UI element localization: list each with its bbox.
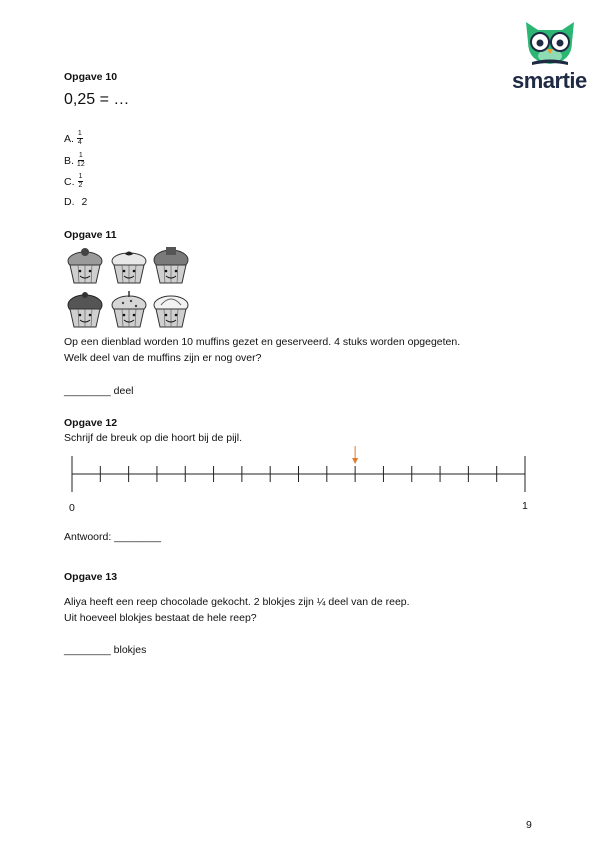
muffin-6 <box>154 296 188 327</box>
option-letter: A. <box>64 132 74 145</box>
muffin-4 <box>68 292 102 327</box>
answer-unit: blokjes <box>113 644 147 656</box>
numerator: 1 <box>78 152 83 159</box>
muffin-2 <box>112 252 146 284</box>
denominator: 2 <box>78 182 83 189</box>
q13-text-line2: Uit hoeveel blokjes bestaat de hele reep? <box>64 612 257 624</box>
q11-title: Opgave 11 <box>64 229 117 241</box>
q13-title: Opgave 13 <box>64 571 118 583</box>
q11-text-line1: Op een dienblad worden 10 muffins gezet en geserveerd. 4 stuks worden opgegeten. <box>64 336 461 348</box>
q13-answer <box>64 644 146 656</box>
number-line-start-label: 0 <box>69 502 75 514</box>
fraction <box>77 152 85 169</box>
q10-option-d <box>64 196 87 208</box>
option-letter: B. <box>64 154 74 167</box>
q12-instruction: Schrijf de breuk op die hoort bij de pijl. <box>64 432 243 444</box>
numerator: 1 <box>77 130 82 137</box>
option-letter: C. <box>64 175 75 188</box>
denominator: 4 <box>77 139 82 146</box>
muffin-3 <box>154 247 188 283</box>
answer-blank[interactable]: ________ <box>114 531 161 543</box>
number-line-end-label: 1 <box>522 500 528 512</box>
q11-text-line2: Welk deel van de muffins zijn er nog over? <box>64 352 262 364</box>
q12-answer <box>64 531 161 543</box>
option-letter: D. <box>64 196 75 208</box>
number-line <box>60 446 540 501</box>
answer-label: Antwoord: <box>64 531 112 543</box>
muffin-5 <box>112 291 146 327</box>
smartie-logo <box>510 16 590 96</box>
brand-name: smartie <box>512 68 587 93</box>
fraction <box>77 130 83 147</box>
q10-title: Opgave 10 <box>64 71 118 83</box>
q10-option-c <box>64 173 83 190</box>
denominator: 12 <box>76 161 85 168</box>
q12-title: Opgave 12 <box>64 417 118 429</box>
page-number: 9 <box>526 819 532 831</box>
q10-question: 0,25 = … <box>64 91 130 108</box>
q13-text-line1: Aliya heeft een reep chocolade gekocht. 2 blokjes zijn ¼ deel van de reep. <box>64 596 410 608</box>
q10-option-a <box>64 130 83 147</box>
muffins-illustration <box>64 243 194 333</box>
owl-icon <box>518 16 582 66</box>
option-value: 2 <box>81 196 88 208</box>
numerator: 1 <box>78 173 83 180</box>
answer-unit: deel <box>113 385 134 397</box>
arrow-down-icon <box>352 446 358 464</box>
muffin-1 <box>68 248 102 283</box>
q11-answer <box>64 385 134 397</box>
answer-blank[interactable]: ________ <box>64 385 111 397</box>
fraction <box>78 173 84 190</box>
q10-option-b <box>64 152 85 169</box>
answer-blank[interactable]: ________ <box>64 644 111 656</box>
